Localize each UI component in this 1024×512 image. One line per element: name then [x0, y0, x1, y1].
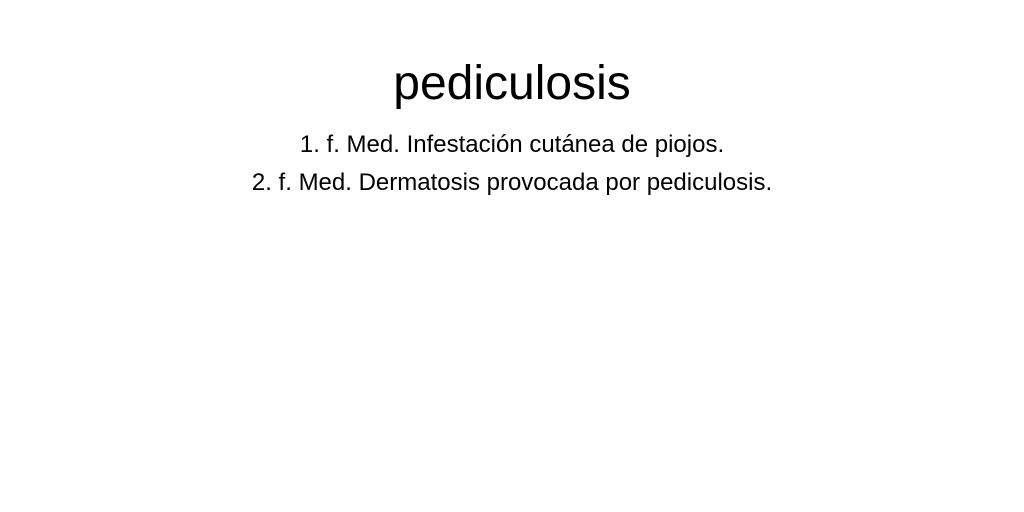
definition-list	[0, 126, 1024, 202]
headword: pediculosis	[393, 57, 631, 110]
definition-1: 1. f. Med. Infestación cutánea de piojos.	[299, 131, 725, 158]
dictionary-entry	[0, 0, 1024, 202]
definition-2: 2. f. Med. Dermatosis provocada por pediculosis.	[251, 169, 773, 196]
